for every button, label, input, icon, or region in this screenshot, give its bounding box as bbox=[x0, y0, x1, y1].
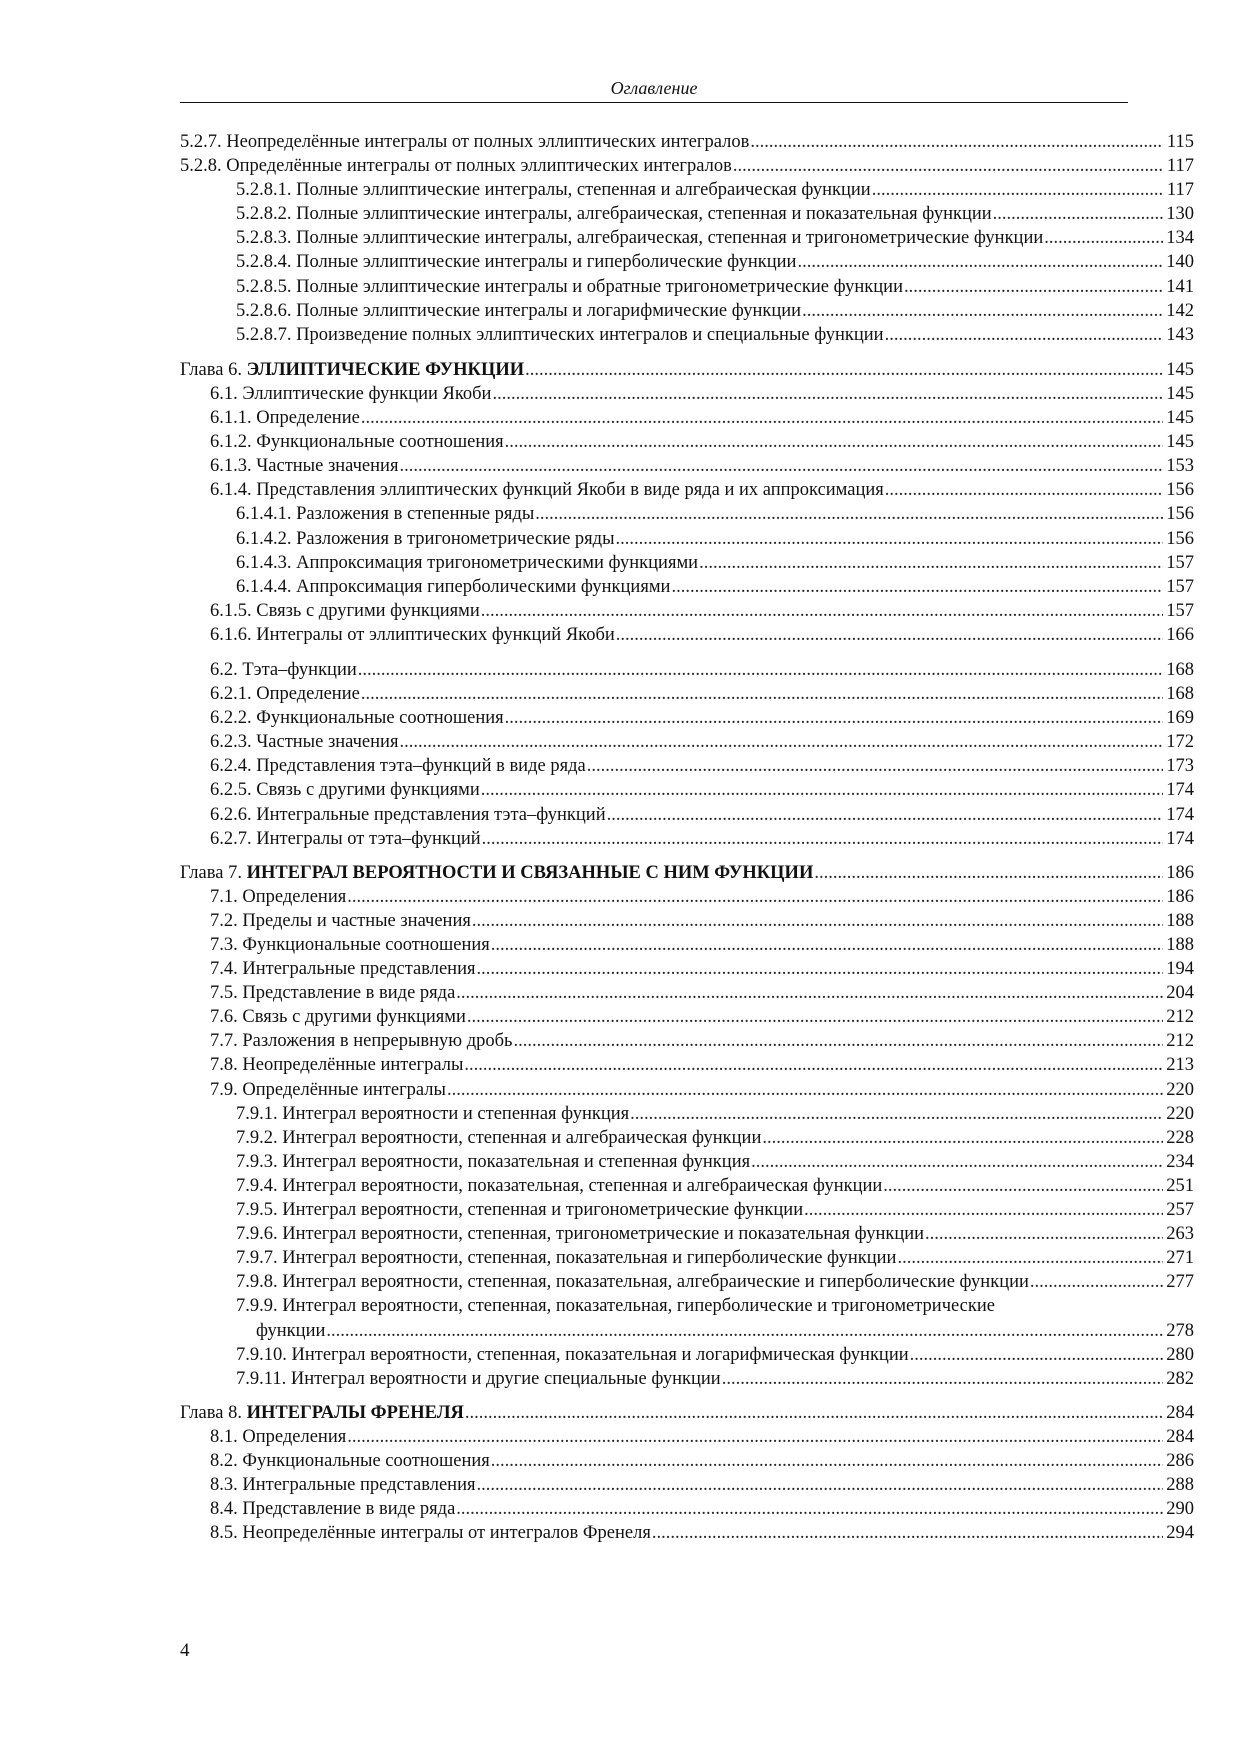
toc-number: 5.2.8.7. bbox=[236, 324, 292, 345]
toc-title: Определение bbox=[256, 684, 360, 705]
toc-entry-5-2-8-6[interactable] bbox=[180, 299, 1194, 323]
toc-page: 186 bbox=[1166, 862, 1194, 883]
toc-number: Глава 7. bbox=[180, 862, 242, 883]
toc-entry-8-3[interactable] bbox=[180, 1473, 1194, 1497]
toc-entry-6-2-1[interactable] bbox=[180, 682, 1194, 706]
leader-dots bbox=[467, 1005, 1163, 1029]
toc-number: 5.2.8.3. bbox=[236, 228, 292, 249]
toc-page: 251 bbox=[1166, 1175, 1194, 1196]
leader-dots bbox=[481, 599, 1163, 623]
leader-dots bbox=[481, 778, 1163, 802]
toc-entry-7-9-11[interactable] bbox=[180, 1367, 1194, 1391]
toc-number: 7.9.11. bbox=[236, 1368, 287, 1389]
toc-page: 213 bbox=[1166, 1055, 1194, 1076]
toc-number: 6.1. bbox=[210, 383, 238, 404]
toc-number: 7.9.6. bbox=[236, 1224, 278, 1245]
toc-page: 130 bbox=[1166, 204, 1194, 225]
toc-title: Интеграл вероятности, степенная и алгебраическая функции bbox=[282, 1127, 762, 1148]
toc-page: 188 bbox=[1166, 910, 1194, 931]
toc-number: 7.9.8. bbox=[236, 1272, 278, 1293]
toc-entry-8-5[interactable] bbox=[180, 1521, 1194, 1545]
toc-chapter-title: ИНТЕГРАЛ ВЕРОЯТНОСТИ И СВЯЗАННЫЕ С НИМ ФУНКЦИИ bbox=[246, 862, 814, 883]
toc-number: 7.2. bbox=[210, 910, 238, 931]
toc-number: 6.2. bbox=[210, 659, 238, 680]
leader-dots bbox=[535, 502, 1163, 526]
toc-entry-7-9-7[interactable] bbox=[180, 1246, 1194, 1270]
toc-title: Полные эллиптические интегралы и логарифмические функции bbox=[296, 300, 802, 321]
toc-page: 288 bbox=[1166, 1475, 1194, 1496]
toc-chapter-6[interactable] bbox=[180, 358, 1194, 382]
toc-entry-6-2[interactable] bbox=[180, 658, 1194, 682]
toc-number: Глава 8. bbox=[180, 1402, 242, 1423]
leader-dots bbox=[491, 1449, 1163, 1473]
toc-page: 174 bbox=[1166, 780, 1194, 801]
toc-number: 6.2.7. bbox=[210, 828, 252, 849]
leader-dots bbox=[464, 1053, 1163, 1077]
page-number: 4 bbox=[180, 1640, 190, 1661]
toc-page: 153 bbox=[1166, 456, 1194, 477]
toc-page: 169 bbox=[1166, 708, 1194, 729]
leader-dots bbox=[885, 323, 1163, 347]
toc-title: Интеграл вероятности и другие специальные функции bbox=[290, 1368, 721, 1389]
toc-number: 8.3. bbox=[210, 1475, 238, 1496]
toc-number: 7.9.9. bbox=[236, 1296, 278, 1317]
leader-dots bbox=[505, 430, 1163, 454]
toc-entry-7-9-8[interactable] bbox=[180, 1270, 1194, 1294]
toc-page: 142 bbox=[1166, 300, 1194, 321]
toc-number: 6.1.5. bbox=[210, 600, 252, 621]
toc-entry-8-1[interactable] bbox=[180, 1425, 1194, 1449]
toc-entry-7-9-2[interactable] bbox=[180, 1126, 1194, 1150]
toc-entry-8-2[interactable] bbox=[180, 1449, 1194, 1473]
toc-page: 156 bbox=[1166, 480, 1194, 501]
toc-page: 145 bbox=[1166, 359, 1194, 380]
leader-dots bbox=[587, 754, 1163, 778]
leader-dots bbox=[358, 658, 1163, 682]
leader-dots bbox=[465, 1401, 1163, 1425]
toc-page: 257 bbox=[1166, 1200, 1194, 1221]
toc-chapter-7[interactable] bbox=[180, 861, 1194, 885]
toc-entry-6-2-7[interactable] bbox=[180, 827, 1194, 851]
toc-title: Интегральные представления bbox=[242, 1475, 476, 1496]
toc-page: 157 bbox=[1166, 552, 1194, 573]
toc-page: 141 bbox=[1166, 276, 1194, 297]
toc-page: 228 bbox=[1166, 1127, 1194, 1148]
toc-title: Неопределённые интегралы от полных эллиптических интегралов bbox=[226, 132, 750, 152]
toc-page: 204 bbox=[1166, 983, 1194, 1004]
toc-title: Эллиптические функции Якоби bbox=[242, 383, 492, 404]
toc-entry-6-1[interactable] bbox=[180, 382, 1194, 406]
toc-number: 8.5. bbox=[210, 1523, 238, 1544]
toc-page: 263 bbox=[1166, 1224, 1194, 1245]
leader-dots bbox=[910, 1343, 1163, 1367]
leader-dots bbox=[722, 1367, 1163, 1391]
toc-entry-5-2-8[interactable] bbox=[180, 154, 1194, 178]
toc-entry-6-1-4-4[interactable] bbox=[180, 575, 1194, 599]
toc-page: 157 bbox=[1166, 576, 1194, 597]
toc-number: 6.2.6. bbox=[210, 804, 252, 825]
page-header-title: Оглавление bbox=[610, 78, 698, 98]
toc-page: 157 bbox=[1166, 600, 1194, 621]
toc-title: Аппроксимация гиперболическими функциями bbox=[296, 576, 671, 597]
toc-entry-6-1-4[interactable] bbox=[180, 478, 1194, 502]
toc-entry-5-2-8-3[interactable] bbox=[180, 226, 1194, 250]
toc-title: Полные эллиптические интегралы и обратные тригонометрические функции bbox=[296, 276, 903, 297]
toc-title: Полные эллиптические интегралы, алгебраическая, степенная и показательная функции bbox=[296, 204, 992, 225]
toc-page: 166 bbox=[1166, 624, 1194, 645]
toc-title: Представление в виде ряда bbox=[242, 983, 456, 1004]
toc-entry-7-6[interactable] bbox=[180, 1005, 1194, 1029]
toc-number: 7.4. bbox=[210, 959, 238, 980]
toc-title: Интеграл вероятности, степенная, показательная и логарифмическая функции bbox=[291, 1344, 909, 1365]
toc-title: Определения bbox=[242, 1426, 347, 1447]
leader-dots bbox=[482, 827, 1163, 851]
leader-dots bbox=[505, 706, 1163, 730]
toc-page: 145 bbox=[1166, 432, 1194, 453]
toc-entry-6-1-5[interactable] bbox=[180, 599, 1194, 623]
toc-number: 6.2.3. bbox=[210, 732, 252, 753]
toc-number: 7.9.7. bbox=[236, 1248, 278, 1269]
toc-title: Связь с другими функциями bbox=[242, 1007, 466, 1028]
toc-number: 8.4. bbox=[210, 1499, 238, 1520]
toc-entry-7-4[interactable] bbox=[180, 957, 1194, 981]
toc-page: 212 bbox=[1166, 1007, 1194, 1028]
toc-entry-7-7[interactable] bbox=[180, 1029, 1194, 1053]
toc-number: 6.1.4. bbox=[210, 480, 252, 501]
toc-entry-8-4[interactable] bbox=[180, 1497, 1194, 1521]
leader-dots bbox=[993, 202, 1163, 226]
toc-title: Определение bbox=[256, 408, 360, 429]
toc-number: 6.1.1. bbox=[210, 408, 252, 429]
toc-number: 5.2.7. bbox=[180, 132, 222, 152]
leader-dots bbox=[616, 623, 1163, 647]
toc-entry-6-2-3[interactable] bbox=[180, 730, 1194, 754]
leader-dots bbox=[347, 1425, 1163, 1449]
toc-title: Интеграл вероятности, степенная и тригонометрические функции bbox=[282, 1200, 804, 1221]
leader-dots bbox=[607, 803, 1163, 827]
toc-entry-7-9-3[interactable] bbox=[180, 1150, 1194, 1174]
leader-dots bbox=[472, 909, 1163, 933]
toc-title: Тэта–функции bbox=[242, 659, 357, 680]
toc-title: Интеграл вероятности, степенная, тригонометрические и показательная функции bbox=[282, 1224, 925, 1245]
toc-title: Функциональные соотношения bbox=[256, 432, 504, 453]
leader-dots bbox=[616, 527, 1163, 551]
leader-dots bbox=[904, 275, 1163, 299]
toc-number: 5.2.8.4. bbox=[236, 252, 292, 273]
table-of-contents bbox=[180, 130, 1194, 1545]
toc-number: 7.1. bbox=[210, 886, 238, 907]
toc-page: 282 bbox=[1166, 1368, 1194, 1389]
leader-dots bbox=[750, 130, 1163, 154]
leader-dots bbox=[361, 406, 1163, 430]
toc-page: 194 bbox=[1166, 959, 1194, 980]
leader-dots bbox=[897, 1246, 1163, 1270]
toc-entry-5-2-8-7[interactable] bbox=[180, 323, 1194, 347]
toc-page: 174 bbox=[1166, 804, 1194, 825]
toc-entry-5-2-7[interactable] bbox=[180, 130, 1194, 154]
toc-number: 7.3. bbox=[210, 935, 238, 955]
toc-page: 220 bbox=[1166, 1103, 1194, 1124]
toc-page: 117 bbox=[1166, 180, 1194, 201]
toc-number: 6.1.6. bbox=[210, 624, 252, 645]
toc-page: 134 bbox=[1166, 228, 1194, 249]
toc-page: 284 bbox=[1166, 1402, 1194, 1423]
leader-dots bbox=[814, 861, 1163, 885]
toc-number: 6.1.2. bbox=[210, 432, 252, 453]
toc-page: 145 bbox=[1166, 383, 1194, 404]
toc-page: 271 bbox=[1166, 1248, 1194, 1269]
toc-chapter-title: ЭЛЛИПТИЧЕСКИЕ ФУНКЦИИ bbox=[246, 359, 525, 380]
leader-dots bbox=[733, 154, 1163, 178]
leader-dots bbox=[525, 358, 1163, 382]
toc-entry-6-2-4[interactable] bbox=[180, 754, 1194, 778]
toc-page: 284 bbox=[1166, 1426, 1194, 1447]
toc-entry-6-1-2[interactable] bbox=[180, 430, 1194, 454]
toc-page: 220 bbox=[1166, 1079, 1194, 1100]
leader-dots bbox=[514, 1029, 1164, 1053]
toc-entry-7-1[interactable] bbox=[180, 885, 1194, 909]
leader-dots bbox=[399, 454, 1163, 478]
toc-page: 212 bbox=[1166, 1031, 1194, 1052]
toc-title: Полные эллиптические интегралы, алгебраическая, степенная и тригонометрические функции bbox=[296, 228, 1044, 249]
leader-dots bbox=[762, 1126, 1163, 1150]
toc-title: Определения bbox=[242, 886, 347, 907]
leader-dots bbox=[925, 1222, 1163, 1246]
toc-title: Представление в виде ряда bbox=[242, 1499, 456, 1520]
toc-chapter-8[interactable] bbox=[180, 1401, 1194, 1425]
toc-title: Связь с другими функциями bbox=[256, 600, 480, 621]
toc-page: 186 bbox=[1166, 886, 1194, 907]
toc-page: 117 bbox=[1166, 156, 1194, 177]
toc-number: 7.9.2. bbox=[236, 1127, 278, 1148]
toc-number: 6.1.4.1. bbox=[236, 504, 292, 525]
toc-entry-5-2-8-1[interactable] bbox=[180, 178, 1194, 202]
toc-page: 168 bbox=[1166, 659, 1194, 680]
leader-dots bbox=[630, 1102, 1163, 1126]
toc-entry-7-9-1[interactable] bbox=[180, 1102, 1194, 1126]
toc-page: 188 bbox=[1166, 935, 1194, 955]
toc-title: Интегралы от тэта–функций bbox=[256, 828, 481, 849]
toc-title: Интеграл вероятности, показательная и степенная функция bbox=[282, 1151, 751, 1172]
toc-page: 156 bbox=[1166, 504, 1194, 525]
toc-entry-6-2-5[interactable] bbox=[180, 778, 1194, 802]
toc-title: Аппроксимация тригонометрическими функциями bbox=[296, 552, 699, 573]
toc-entry-7-9-4[interactable] bbox=[180, 1174, 1194, 1198]
toc-page: 143 bbox=[1166, 324, 1194, 345]
toc-title: Функциональные соотношения bbox=[256, 708, 504, 729]
leader-dots bbox=[447, 1078, 1163, 1102]
leader-dots bbox=[802, 299, 1163, 323]
toc-entry-6-1-1[interactable] bbox=[180, 406, 1194, 430]
toc-title: Интегральные представления тэта–функций bbox=[256, 804, 606, 825]
toc-entry-6-1-4-3[interactable] bbox=[180, 551, 1194, 575]
toc-entry-5-2-8-2[interactable] bbox=[180, 202, 1194, 226]
leader-dots bbox=[1044, 226, 1163, 250]
leader-dots bbox=[456, 1497, 1163, 1521]
leader-dots bbox=[347, 885, 1163, 909]
toc-entry-7-8[interactable] bbox=[180, 1053, 1194, 1077]
toc-title: Представления тэта–функций в виде ряда bbox=[256, 756, 586, 777]
toc-title: Определённые интегралы от полных эллиптических интегралов bbox=[226, 156, 732, 177]
toc-number: 6.1.4.2. bbox=[236, 528, 292, 549]
toc-title: Интеграл вероятности, показательная, степенная и алгебраическая функции bbox=[282, 1175, 883, 1196]
toc-number: 6.2.1. bbox=[210, 684, 252, 705]
toc-title: Полные эллиптические интегралы и гиперболические функции bbox=[296, 252, 797, 273]
toc-title: Неопределённые интегралы bbox=[242, 1055, 464, 1076]
toc-number: 7.9. bbox=[210, 1079, 238, 1100]
toc-number: 7.7. bbox=[210, 1031, 238, 1052]
toc-number: 7.9.5. bbox=[236, 1200, 278, 1221]
toc-entry-6-1-4-2[interactable] bbox=[180, 527, 1194, 551]
leader-dots bbox=[492, 382, 1163, 406]
leader-dots bbox=[491, 933, 1163, 957]
toc-title: Разложения в степенные ряды bbox=[296, 504, 535, 525]
toc-page: 234 bbox=[1166, 1151, 1194, 1172]
toc-number: 6.2.5. bbox=[210, 780, 252, 801]
toc-number: 5.2.8.1. bbox=[236, 180, 292, 201]
toc-number: 7.6. bbox=[210, 1007, 238, 1028]
toc-page: 277 bbox=[1166, 1272, 1194, 1293]
toc-page: 174 bbox=[1166, 828, 1194, 849]
toc-page: 286 bbox=[1166, 1450, 1194, 1471]
leader-dots bbox=[456, 981, 1163, 1005]
toc-title: Произведение полных эллиптических интегралов и специальные функции bbox=[296, 324, 884, 345]
toc-entry-6-1-6[interactable] bbox=[180, 623, 1194, 647]
toc-page: 145 bbox=[1166, 408, 1194, 429]
toc-number: 7.9.4. bbox=[236, 1175, 278, 1196]
toc-number: 5.2.8.2. bbox=[236, 204, 292, 225]
toc-page: 168 bbox=[1166, 684, 1194, 705]
toc-number: 7.5. bbox=[210, 983, 238, 1004]
toc-number: 7.9.3. bbox=[236, 1151, 278, 1172]
leader-dots bbox=[699, 551, 1163, 575]
toc-page: 156 bbox=[1166, 528, 1194, 549]
toc-entry-7-9[interactable] bbox=[180, 1078, 1194, 1102]
toc-title: Разложения в непрерывную дробь bbox=[242, 1031, 513, 1052]
toc-number: 7.8. bbox=[210, 1055, 238, 1076]
toc-entry-7-9-10[interactable] bbox=[180, 1343, 1194, 1367]
toc-page: 280 bbox=[1166, 1344, 1194, 1365]
toc-number: 5.2.8. bbox=[180, 156, 222, 177]
leader-dots bbox=[797, 250, 1163, 274]
toc-number: 7.9.10. bbox=[236, 1344, 287, 1365]
toc-title: Частные значения bbox=[256, 732, 399, 753]
toc-number: 8.1. bbox=[210, 1426, 238, 1447]
toc-title: Интегральные представления bbox=[242, 959, 476, 980]
toc-entry-6-2-6[interactable] bbox=[180, 803, 1194, 827]
toc-entry-5-2-8-5[interactable] bbox=[180, 275, 1194, 299]
leader-dots bbox=[885, 478, 1163, 502]
leader-dots bbox=[361, 682, 1163, 706]
toc-title: Полные эллиптические интегралы, степенная и алгебраическая функции bbox=[296, 180, 871, 201]
leader-dots bbox=[326, 1319, 1163, 1343]
toc-title: Интеграл вероятности, степенная, показательная, гиперболические и тригонометрические bbox=[282, 1296, 995, 1317]
toc-entry-7-9-9-continued[interactable] bbox=[180, 1319, 1194, 1343]
toc-page: 173 bbox=[1166, 756, 1194, 777]
toc-number: 6.1.3. bbox=[210, 456, 252, 477]
toc-title: Представления эллиптических функций Якоби в виде ряда и их аппроксимация bbox=[256, 480, 884, 501]
toc-title: Пределы и частные значения bbox=[242, 910, 471, 931]
toc-number: 5.2.8.5. bbox=[236, 276, 292, 297]
toc-title: Определённые интегралы bbox=[242, 1079, 446, 1100]
toc-entry-7-3[interactable] bbox=[180, 933, 1194, 957]
leader-dots bbox=[883, 1174, 1163, 1198]
leader-dots bbox=[804, 1198, 1163, 1222]
toc-title: Интегралы от эллиптических функций Якоби bbox=[256, 624, 615, 645]
toc-chapter-title: ИНТЕГРАЛЫ ФРЕНЕЛЯ bbox=[246, 1402, 464, 1423]
toc-page: 172 bbox=[1166, 732, 1194, 753]
toc-page: 115 bbox=[1166, 132, 1194, 152]
toc-page: 294 bbox=[1166, 1523, 1194, 1544]
toc-title: Неопределённые интегралы от интегралов Френеля bbox=[242, 1523, 651, 1544]
leader-dots bbox=[477, 957, 1164, 981]
toc-number: Глава 6. bbox=[180, 359, 242, 380]
toc-title: Функциональные соотношения bbox=[242, 935, 490, 955]
toc-title: Интеграл вероятности, степенная, показательная и гиперболические функции bbox=[282, 1248, 897, 1269]
toc-number: 6.1.4.3. bbox=[236, 552, 292, 573]
leader-dots bbox=[751, 1150, 1163, 1174]
toc-number: 7.9.1. bbox=[236, 1103, 278, 1124]
toc-entry-6-1-4-1[interactable] bbox=[180, 502, 1194, 526]
toc-entry-6-2-2[interactable] bbox=[180, 706, 1194, 730]
toc-entry-7-5[interactable] bbox=[180, 981, 1194, 1005]
toc-page: 140 bbox=[1166, 252, 1194, 273]
leader-dots bbox=[1030, 1270, 1163, 1294]
header-rule bbox=[180, 102, 1128, 103]
toc-number: 8.2. bbox=[210, 1450, 238, 1471]
toc-page: 290 bbox=[1166, 1499, 1194, 1520]
leader-dots bbox=[477, 1473, 1164, 1497]
toc-entry-5-2-8-4[interactable] bbox=[180, 250, 1194, 274]
leader-dots bbox=[399, 730, 1163, 754]
toc-entry-7-9-9[interactable] bbox=[180, 1294, 1194, 1318]
toc-title: Разложения в тригонометрические ряды bbox=[296, 528, 615, 549]
toc-title: Функциональные соотношения bbox=[242, 1450, 490, 1471]
toc-number: 6.2.2. bbox=[210, 708, 252, 729]
toc-number: 6.2.4. bbox=[210, 756, 252, 777]
toc-entry-7-9-5[interactable] bbox=[180, 1198, 1194, 1222]
toc-entry-6-1-3[interactable] bbox=[180, 454, 1194, 478]
leader-dots bbox=[671, 575, 1163, 599]
toc-entry-7-2[interactable] bbox=[180, 909, 1194, 933]
toc-title: Интеграл вероятности и степенная функция bbox=[282, 1103, 630, 1124]
toc-page: 278 bbox=[1166, 1320, 1194, 1341]
toc-entry-7-9-6[interactable] bbox=[180, 1222, 1194, 1246]
toc-title: Интеграл вероятности, степенная, показательная, алгебраические и гиперболические функции bbox=[282, 1272, 1029, 1293]
leader-dots bbox=[872, 178, 1163, 202]
toc-title: Связь с другими функциями bbox=[256, 780, 480, 801]
toc-title: Частные значения bbox=[256, 456, 399, 477]
toc-number: 6.1.4.4. bbox=[236, 576, 292, 597]
toc-title-continued: функции bbox=[256, 1320, 326, 1341]
toc-number: 5.2.8.6. bbox=[236, 300, 292, 321]
leader-dots bbox=[652, 1521, 1163, 1545]
